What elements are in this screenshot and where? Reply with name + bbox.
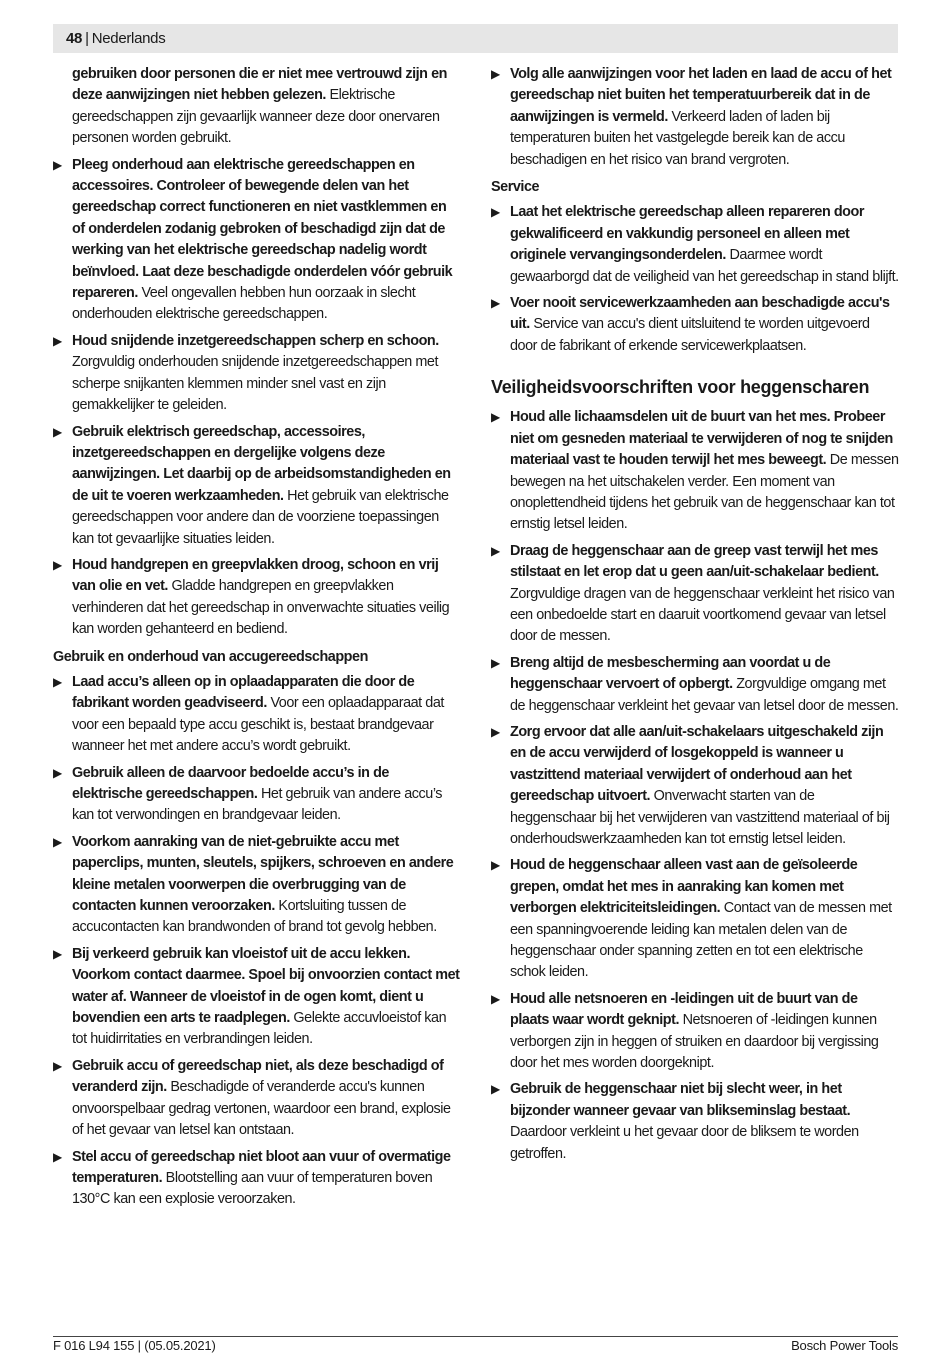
footer-divider (53, 1336, 898, 1337)
section-heading-hedge-trimmers: Veiligheidsvoorschriften voor heggenscharen (491, 377, 870, 398)
instruction-text: Elektrische gereedschappen zijn gevaarlijk wanneer deze door onervaren personen worden gebruikt. (72, 87, 440, 147)
bullet-arrow-icon: ▶ (53, 557, 62, 572)
instruction-item (53, 422, 461, 550)
left-items-battery (53, 672, 461, 1211)
bullet-arrow-icon: ▶ (491, 296, 500, 311)
instruction-text: Zorgvuldige dragen van de heggenschaar verkleint het risico van een onbedoelde start en daaruit voortkomend gevaar van letsel door de messen. (510, 585, 895, 645)
bullet-arrow-icon: ▶ (53, 157, 62, 172)
bullet-arrow-icon: ▶ (491, 1082, 500, 1097)
left-items (53, 64, 461, 641)
bullet-arrow-icon: ▶ (53, 674, 62, 689)
instruction-bold: Pleeg onderhoud aan elektrische gereedschappen en accessoires. Controleer of bewegende delen van het gereedschap correct functioneren en niet vastklemmen en of onderdelen zodanig gebroken of beschadigd zijn dat de werking van het elektrische gereedschap nadelig wordt beïnvloed. Laat deze beschadigde onderdelen vóór gebruik repareren. (72, 156, 453, 302)
instruction-text: Daarmee wordt gewaarborgd dat de veiligheid van het gereedschap in stand blijft. (510, 247, 899, 285)
instruction-text: Kortsluiting tussen de accucontacten kan brandwonden of brand tot gevolg hebben. (72, 898, 437, 936)
hedge-trimmer-items (491, 407, 899, 1165)
subheading-battery-tools: Gebruik en onderhoud van accugereedschappen (53, 648, 368, 665)
footer-doc-id: F 016 L94 155 | (05.05.2021) (53, 1338, 216, 1353)
bullet-arrow-icon: ▶ (491, 655, 500, 670)
instruction-bold: Draag de heggenschaar aan de greep vast terwijl het mes stilstaat en let erop dat u geen aan/uit-schakelaar bedient. (510, 542, 879, 581)
instruction-item (53, 1056, 461, 1142)
instruction-text: Service van accu's dient uitsluitend te worden uitgevoerd door de fabrikant of erkende servicewerkplaatsen. (510, 316, 870, 354)
instruction-item (491, 855, 899, 983)
instruction-bold: Volg alle aanwijzingen voor het laden en laad de accu of het gereedschap niet buiten het temperatuurbereik dat in de aanwijzingen is vermeld. (510, 66, 892, 125)
instruction-item (53, 64, 461, 150)
page-footer (53, 1338, 898, 1353)
header-separator: | (85, 30, 89, 47)
instruction-text: Veel ongevallen hebben hun oorzaak in slecht onderhouden elektrische gereedschappen. (72, 285, 416, 323)
instruction-item (53, 331, 461, 417)
instruction-text: Daardoor verkleint u het gevaar door de bliksem te worden getroffen. (510, 1124, 859, 1162)
bullet-arrow-icon: ▶ (491, 724, 500, 739)
instruction-text: Het gebruik van andere accu’s kan tot verwondingen en brandgevaar leiden. (72, 786, 443, 824)
instruction-text: Beschadigde of veranderde accu's kunnen onvoorspelbaar gedrag vertonen, waardoor een brand, explosie of het gevaar van letsel kan ontstaan. (72, 1079, 451, 1139)
instruction-item (491, 293, 899, 357)
instruction-item (53, 1147, 461, 1211)
bullet-arrow-icon: ▶ (53, 946, 62, 961)
bullet-arrow-icon: ▶ (491, 67, 500, 81)
bullet-arrow-icon: ▶ (491, 205, 500, 220)
bullet-arrow-icon: ▶ (491, 991, 500, 1006)
instruction-item (491, 202, 899, 288)
bullet-arrow-icon: ▶ (53, 765, 62, 780)
instruction-text: Zorgvuldig onderhouden snijdende inzetgereedschappen met scherpe snijkanten klemmen minder snel vast en zijn gemakkelijker te geleiden. (72, 354, 439, 414)
instruction-text: Blootstelling aan vuur of temperaturen boven 130°C kan een explosie veroorzaken. (72, 1169, 433, 1208)
instruction-text: Verkeerd laden of laden bij temperaturen buiten het vastgelegde bereik kan de accu beschadigen en het risico van brand vergroten. (510, 108, 845, 168)
bullet-arrow-icon: ▶ (491, 543, 500, 558)
instruction-bold: Gebruik alleen de daarvoor bedoelde accu’s in de elektrische gereedschappen. (72, 764, 389, 802)
instruction-bold: Laat het elektrische gereedschap alleen repareren door gekwalificeerd en vakkundig personeel en alleen met originele vervangingsonderdelen. (510, 204, 865, 264)
instruction-text: Onverwacht starten van de heggenschaar bij het verwijderen van vastzittend materiaal of bij onderhoudswerkzaamheden kan tot ernstig letsel leiden. (510, 788, 890, 847)
instruction-text: Voor een oplaadapparaat dat voor een bepaald type accu geschikt is, bestaat brandgevaar wanneer het met andere accu’s wordt gebruikt. (72, 695, 444, 755)
bullet-arrow-icon: ▶ (53, 333, 62, 348)
instruction-item (53, 672, 461, 758)
page-header (53, 24, 898, 53)
page-number: 48 (66, 30, 83, 47)
instruction-bold: gebruiken door personen die er niet mee vertrouwd zijn en deze aanwijzingen niet hebben gelezen. (72, 66, 447, 104)
right-items (491, 64, 899, 171)
instruction-bold: Voer nooit servicewerkzaamheden aan beschadigde accu's uit. (510, 295, 890, 333)
instruction-bold: Stel accu of gereedschap niet bloot aan vuur of overmatige temperaturen. (72, 1148, 451, 1186)
right-column (491, 64, 899, 1170)
bullet-arrow-icon: ▶ (491, 858, 500, 873)
instruction-item (491, 722, 899, 850)
instruction-bold: Houd snijdende inzetgereedschappen scherp en schoon. (72, 332, 439, 349)
instruction-item (491, 653, 899, 717)
instruction-bold: Gebruik elektrisch gereedschap, accessoires, inzetgereedschappen en dergelijke volgens deze aanwijzingen. Let daarbij op de arbeidsomstandigheden en de uit te voeren werkzaamheden. (72, 423, 451, 504)
instruction-bold: Breng altijd de mesbescherming aan voordat u de heggenschaar vervoert of opbergt. (510, 654, 831, 693)
instruction-text: Gladde handgrepen en greepvlakken verhinderen dat het gereedschap in onverwachte situaties veilig kan worden gehanteerd en bediend. (72, 578, 450, 638)
instruction-item (53, 763, 461, 827)
instruction-bold: Gebruik de heggenschaar niet bij slecht weer, in het bijzonder wanneer gevaar van blikseminslag bestaat. (510, 1081, 851, 1119)
bullet-arrow-icon: ▶ (491, 410, 500, 425)
instruction-item (491, 64, 899, 171)
instruction-text: De messen bewegen na het uitschakelen verder. Een moment van onoplettendheid tijdens het gebruik van de heggenschaar kan tot ernstig letsel leiden. (510, 452, 899, 533)
instruction-item (491, 1079, 899, 1165)
service-items (491, 202, 899, 357)
instruction-item (53, 944, 461, 1051)
bullet-arrow-icon: ▶ (53, 424, 62, 439)
instruction-bold: Houd de heggenschaar alleen vast aan de geïsoleerde grepen, omdat het mes in aanraking kan komen met verborgen elektriciteitsleidingen. (510, 857, 858, 917)
bullet-arrow-icon: ▶ (53, 834, 62, 849)
instruction-text: Zorgvuldige omgang met de heggenschaar verkleint het gevaar van letsel door de messen. (510, 676, 899, 714)
footer-brand: Bosch Power Tools (791, 1338, 898, 1353)
instruction-item (491, 541, 899, 648)
left-column (53, 64, 461, 1216)
instruction-text: Netsnoeren of -leidingen kunnen verborgen zijn in heggen of struiken en daardoor bij vergissing door het mes worden doorgeknipt. (510, 1012, 879, 1072)
subheading-service: Service (491, 179, 540, 196)
instruction-bold: Zorg ervoor dat alle aan/uit-schakelaars uitgeschakeld zijn en de accu verwijderd of losgekoppeld is wanneer u vastzittend materiaal verwijdert of onderhoud aan het gereedschap uitvoert. (510, 723, 884, 805)
instruction-bold: Houd handgrepen en greepvlakken droog, schoon en vrij van olie en vet. (72, 556, 439, 595)
instruction-bold: Bij verkeerd gebruik kan vloeistof uit de accu lekken. Voorkom contact daarmee. Spoel bij onvoorzien contact met water af. Wanneer de vloeistof in de ogen komt, dient u bovendien een arts te raadplegen. (72, 945, 460, 1027)
bullet-arrow-icon: ▶ (53, 1149, 62, 1164)
instruction-bold: Laad accu’s alleen op in oplaadapparaten die door de fabrikant worden geadviseerd. (72, 673, 415, 712)
header-language: Nederlands (91, 30, 166, 47)
instruction-bold: Houd alle lichaamsdelen uit de buurt van het mes. Probeer niet om gesneden materiaal te verwijderen of nog te snijden materiaal vast te houden terwijl het mes beweegt. (510, 409, 893, 469)
instruction-bold: Gebruik accu of gereedschap niet, als deze beschadigd of veranderd zijn. (72, 1057, 444, 1096)
bullet-arrow-icon: ▶ (53, 1058, 62, 1073)
instruction-bold: Houd alle netsnoeren en -leidingen uit de buurt van de plaats waar wordt geknipt. (510, 990, 858, 1029)
instruction-item (53, 555, 461, 641)
instruction-item (53, 155, 461, 326)
instruction-item (53, 832, 461, 939)
instruction-item (491, 407, 899, 535)
instruction-text: Het gebruik van elektrische gereedschappen voor andere dan de voorziene toepassingen kan tot gevaarlijke situaties leiden. (72, 487, 449, 547)
instruction-item (491, 989, 899, 1075)
instruction-text: Gelekte accuvloeistof kan tot huidirritaties en verbrandingen leiden. (72, 1010, 447, 1048)
instruction-bold: Voorkom aanraking van de niet-gebruikte accu met paperclips, munten, sleutels, spijkers, schroeven en andere kleine metalen voorwerpen die overbrugging van de contacten kunnen veroorzaken. (72, 833, 454, 915)
instruction-text: Contact van de messen met een spanningvoerende leiding kan metalen delen van de heggenschaar onder spanning zetten en tot een elektrische schok leiden. (510, 900, 892, 981)
